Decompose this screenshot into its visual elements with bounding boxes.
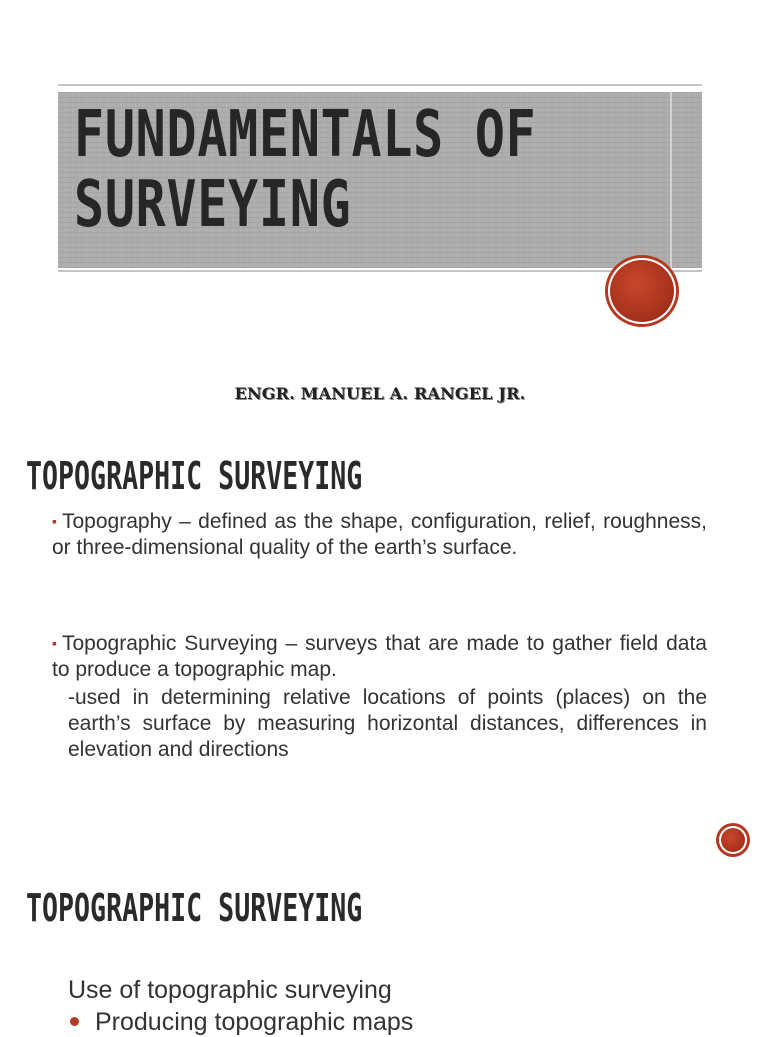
author-name: ENGR. MANUEL A. RANGEL JR.	[234, 384, 526, 403]
content-slide	[0, 830, 768, 1036]
title-band	[58, 84, 702, 276]
sub-paragraph: -used in determining relative locations of points (places) on the earth’s surface by measuring horizontal distances, differences in elevation and directions	[68, 686, 707, 761]
round-bullet-icon	[70, 1017, 79, 1026]
band-edge	[670, 92, 672, 268]
accent-circle-icon	[608, 258, 676, 324]
bullet-text: Topographic Surveying – surveys that are made to gather field data to produce a topographic map.	[52, 632, 707, 681]
slide-heading: TOPOGRAPHIC SURVEYING	[26, 886, 363, 930]
band-top-line	[58, 84, 702, 86]
square-bullet-icon: ▪	[52, 635, 57, 651]
list-item-text: Producing topographic maps	[95, 1008, 414, 1036]
square-bullet-icon: ▪	[52, 513, 57, 529]
bullet-item	[52, 630, 707, 683]
title-slide	[0, 0, 768, 430]
slide-heading: TOPOGRAPHIC SURVEYING	[26, 454, 363, 498]
bullet-item	[52, 508, 707, 561]
list-item	[70, 1007, 413, 1037]
bullet-text: Topography – defined as the shape, configuration, relief, roughness, or three-dimensional quality of the earth’s surface.	[52, 510, 707, 559]
slide-title: FUNDAMENTALS OF SURVEYING	[74, 98, 537, 242]
band-bottom-line	[58, 270, 702, 272]
intro-text: Use of topographic surveying	[68, 976, 392, 1004]
content-slide	[0, 430, 768, 830]
